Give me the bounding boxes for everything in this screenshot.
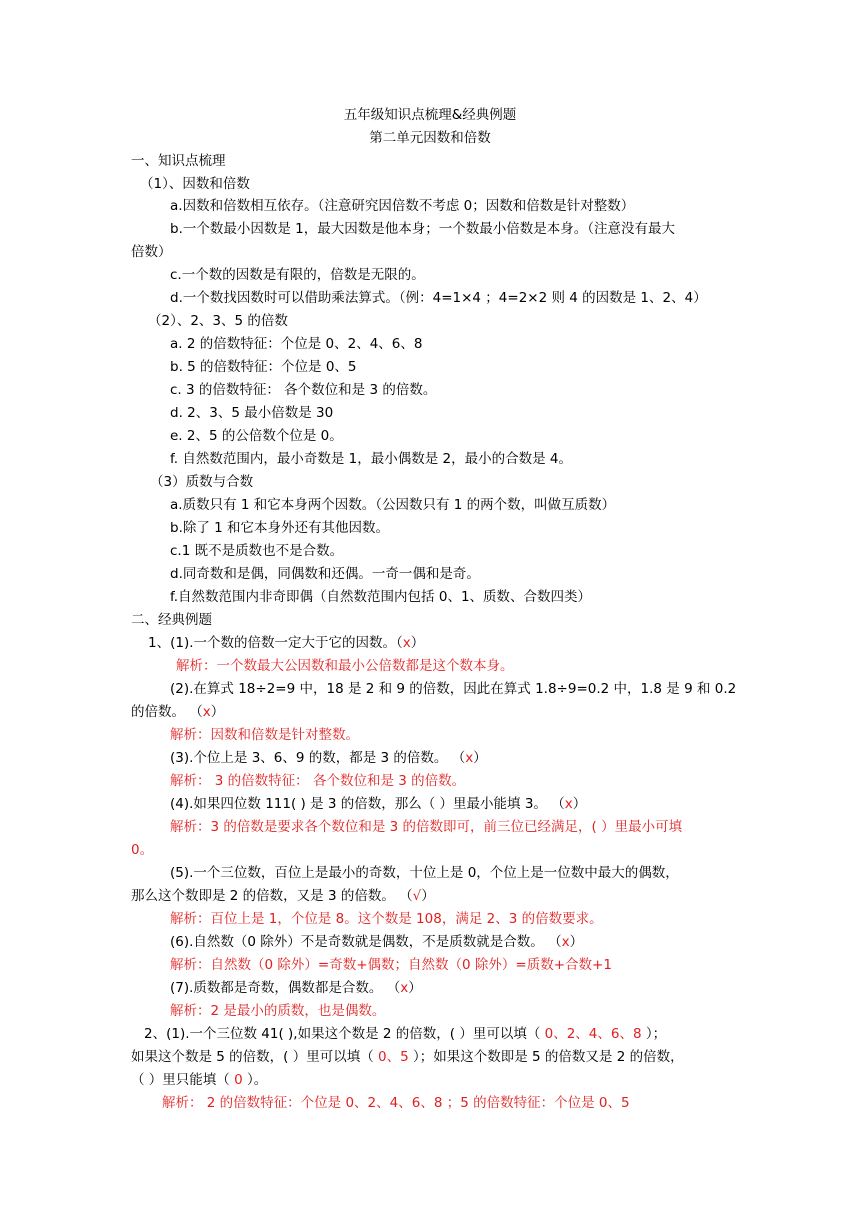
section-heading-examples: 二、经典例题 xyxy=(131,612,212,628)
question-continued: 那么这个数即是 2 的倍数，又是 3 的倍数。 （√） xyxy=(131,888,435,904)
subsection-multiples-235: （2）、2、3、5 的倍数 xyxy=(148,313,288,329)
knowledge-item: d.同奇数和是偶，同偶数和还偶。一奇一偶和是奇。 xyxy=(170,566,480,582)
section-heading-knowledge: 一、知识点梳理 xyxy=(131,153,226,169)
question: (2).在算式 18÷2=9 中，18 是 2 和 9 的倍数，因此在算式 1.8÷9=0.2 中，1.8 是 9 和 0.2 xyxy=(170,681,737,697)
question: 1、(1).一个数的倍数一定大于它的因数。（x） xyxy=(148,635,425,651)
question-continued: 的倍数。 （x） xyxy=(131,704,225,720)
explanation: 解析：3 的倍数是要求各个数位和是 3 的倍数即可，前三位已经满足，( ）里最小可填 xyxy=(170,819,683,835)
knowledge-item: d. 2、3、5 最小倍数是 30 xyxy=(170,405,334,421)
fill-answer: 0、2、4、6、8 xyxy=(544,1026,642,1042)
answer-mark: x xyxy=(564,796,573,812)
fill-answer: 0 xyxy=(234,1072,243,1088)
knowledge-item: e. 2、5 的公倍数个位是 0。 xyxy=(170,428,343,444)
question: (6).自然数（0 除外）不是奇数就是偶数，不是质数就是合数。 （x） xyxy=(170,934,584,950)
knowledge-item: b. 5 的倍数特征：个位是 0、5 xyxy=(170,359,357,375)
knowledge-item: a. 2 的倍数特征：个位是 0、2、4、6、8 xyxy=(170,336,423,352)
knowledge-item: d.一个数找因数时可以借助乘法算式。（例：4=1×4 ；4=2×2 则 4 的因数是 1、2、4） xyxy=(170,290,707,306)
knowledge-item: a.质数只有 1 和它本身两个因数。（公因数只有 1 的两个数，叫做互质数） xyxy=(170,497,616,513)
explanation: 解析：百位上是 1，个位是 8。这个数是 108，满足 2、3 的倍数要求。 xyxy=(170,911,603,927)
answer-mark: x xyxy=(561,934,570,950)
question: (3).个位上是 3、6、9 的数，都是 3 的倍数。 （x） xyxy=(170,750,487,766)
knowledge-item: c.一个数的因数是有限的，倍数是无限的。 xyxy=(170,267,425,283)
subsection-prime-composite: （3）质数与合数 xyxy=(150,474,254,490)
document-title: 五年级知识点梳理&经典例题 xyxy=(343,107,517,123)
explanation: 解析： 3 的倍数特征： 各个数位和是 3 的倍数。 xyxy=(170,773,466,789)
question: (4).如果四位数 111( ) 是 3 的倍数，那么（ ）里最小能填 3。 （x） xyxy=(170,796,587,812)
question-continued: 如果这个数是 5 的倍数，( ）里可以填（ 0、5 ）；如果这个数即是 5 的倍数又是 2 的倍数， xyxy=(131,1049,684,1065)
explanation: 解析：2 是最小的质数，也是偶数。 xyxy=(170,1003,386,1019)
question-continued: （ ）里只能填（ 0 ）。 xyxy=(131,1072,268,1088)
knowledge-item: c.1 既不是质数也不是合数。 xyxy=(170,543,344,559)
knowledge-item: c. 3 的倍数特征： 各个数位和是 3 的倍数。 xyxy=(170,382,437,398)
knowledge-item-continued: 倍数） xyxy=(131,244,172,260)
explanation: 解析：一个数最大公因数和最小公倍数都是这个数本身。 xyxy=(176,658,514,674)
answer-mark: x xyxy=(465,750,474,766)
answer-mark: √ xyxy=(412,888,422,904)
knowledge-item: f. 自然数范围内，最小奇数是 1，最小偶数是 2，最小的合数是 4。 xyxy=(170,451,572,467)
answer-mark: x xyxy=(202,704,211,720)
explanation: 解析：自然数（0 除外）=奇数+偶数；自然数（0 除外）=质数+合数+1 xyxy=(170,957,612,973)
knowledge-item: f.自然数范围内非奇即偶（自然数范围内包括 0、1、质数、合数四类） xyxy=(170,589,592,605)
knowledge-item: b.除了 1 和它本身外还有其他因数。 xyxy=(170,520,390,536)
answer-mark: x xyxy=(402,635,411,651)
fill-answer: 0、5 xyxy=(378,1049,409,1065)
explanation: 解析：因数和倍数是针对整数。 xyxy=(170,727,359,743)
knowledge-item: a.因数和倍数相互依存。（注意研究因倍数不考虑 0；因数和倍数是针对整数） xyxy=(170,198,635,214)
unit-title: 第二单元因数和倍数 xyxy=(369,130,491,146)
subsection-factors-multiples: （1）、因数和倍数 xyxy=(140,176,250,192)
knowledge-item: b.一个数最小因数是 1，最大因数是他本身；一个数最小倍数是本身。（注意没有最大 xyxy=(170,221,675,237)
question: (5).一个三位数，百位上是最小的奇数，十位上是 0，个位上是一位数中最大的偶数， xyxy=(170,865,679,881)
explanation-continued: 0。 xyxy=(131,842,154,858)
question: 2、(1).一个三位数 41( ),如果这个数是 2 的倍数，( ）里可以填（ 0、2、4、6、8 ）； xyxy=(144,1026,667,1042)
answer-mark: x xyxy=(400,980,409,996)
explanation: 解析： 2 的倍数特征：个位是 0、2、4、6、8 ；5 的倍数特征：个位是 0、5 xyxy=(162,1095,630,1111)
question: (7).质数都是奇数，偶数都是合数。 （x） xyxy=(170,980,422,996)
